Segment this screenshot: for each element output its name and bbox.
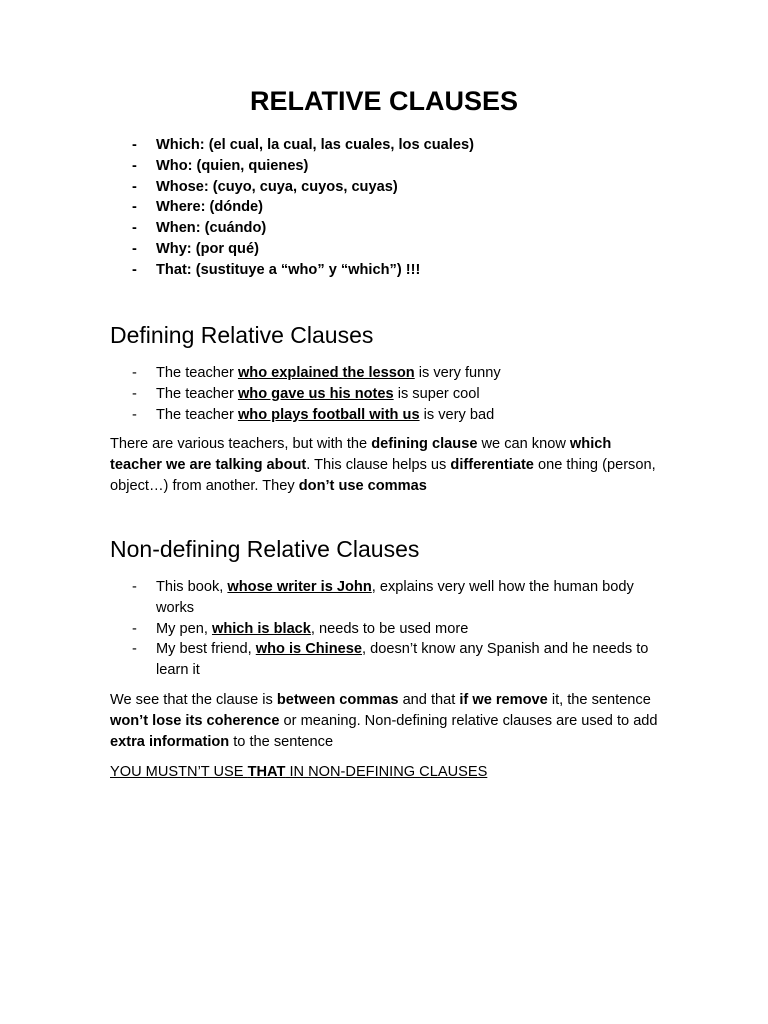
defining-paragraph xyxy=(110,434,660,497)
relative-clause: who plays football with us xyxy=(237,406,420,423)
relative-clause: who gave us his notes xyxy=(237,385,394,402)
paragraph-text: or meaning. Non-defining relative clauses are used to add xyxy=(279,713,658,729)
example-text: is very funny xyxy=(414,365,501,381)
paragraph-text: and that xyxy=(398,692,460,708)
list-item xyxy=(110,384,670,405)
emphasis: differentiate xyxy=(450,457,534,473)
list-item xyxy=(110,619,670,640)
paragraph-text: to the sentence xyxy=(229,734,334,750)
relative-clause: who is Chinese xyxy=(255,641,362,658)
list-item: - Where: (dónde) xyxy=(110,197,670,218)
warning-text: IN NON-DEFINING CLAUSES xyxy=(285,764,488,780)
example-text: is super cool xyxy=(393,385,480,402)
list-item: - Whose: (cuyo, cuya, cuyos, cuyas) xyxy=(110,177,670,198)
paragraph-text: one thing (person, object…) from another. They xyxy=(110,457,656,494)
example-text: My pen, xyxy=(156,620,212,637)
emphasis: if we remove xyxy=(459,692,548,708)
defining-heading: Defining Relative Clauses xyxy=(110,322,374,348)
emphasis: don’t use commas xyxy=(298,478,427,494)
example-text: , needs to be used more xyxy=(310,620,469,637)
paragraph-text: it, the sentence xyxy=(547,692,651,708)
warning-note xyxy=(110,762,660,783)
emphasis: extra information xyxy=(110,734,230,750)
emphasis: between commas xyxy=(276,692,399,708)
relative-clause: which is black xyxy=(211,620,311,637)
non-defining-paragraph xyxy=(110,690,660,753)
example-text: The teacher xyxy=(156,365,238,381)
list-item: - That: (sustituye a “who” y “which”) !!! xyxy=(110,260,670,281)
pronoun-list xyxy=(110,135,670,281)
relative-clause: whose writer is John xyxy=(227,579,372,595)
defining-examples xyxy=(110,363,670,425)
list-item: - When: (cuándo) xyxy=(110,218,670,239)
non-defining-heading: Non-defining Relative Clauses xyxy=(110,536,420,562)
example-text: , doesn’t know any Spanish and he needs to learn it xyxy=(156,641,649,679)
emphasis: which teacher we are talking about xyxy=(110,436,612,473)
emphasis: THAT xyxy=(247,764,286,780)
paragraph-text: we can know xyxy=(477,436,570,452)
list-item xyxy=(110,577,670,619)
warning-text: YOU MUSTN’T USE xyxy=(110,764,248,780)
list-item xyxy=(110,363,670,384)
non-defining-examples xyxy=(110,577,670,681)
paragraph-text: There are various teachers, but with the xyxy=(110,436,372,452)
example-text: is very bad xyxy=(419,406,495,423)
list-item: - Who: (quien, quienes) xyxy=(110,156,670,177)
list-item xyxy=(110,405,670,426)
example-text: The teacher xyxy=(156,406,238,423)
list-item: - Why: (por qué) xyxy=(110,239,670,260)
example-text: , explains very well how the human body works xyxy=(156,579,634,616)
page-title: RELATIVE CLAUSES xyxy=(249,86,519,116)
example-text: My best friend, xyxy=(156,641,256,658)
paragraph-text: We see that the clause is xyxy=(110,692,277,708)
emphasis: won’t lose its coherence xyxy=(110,713,280,729)
list-item xyxy=(110,639,670,681)
example-text: This book, xyxy=(156,579,228,595)
emphasis: defining clause xyxy=(371,436,478,452)
paragraph-text: . This clause helps us xyxy=(306,457,451,473)
relative-clause: who explained the lesson xyxy=(237,365,415,381)
list-item: - Which: (el cual, la cual, las cuales, los cuales) xyxy=(110,135,670,156)
example-text: The teacher xyxy=(156,385,238,402)
